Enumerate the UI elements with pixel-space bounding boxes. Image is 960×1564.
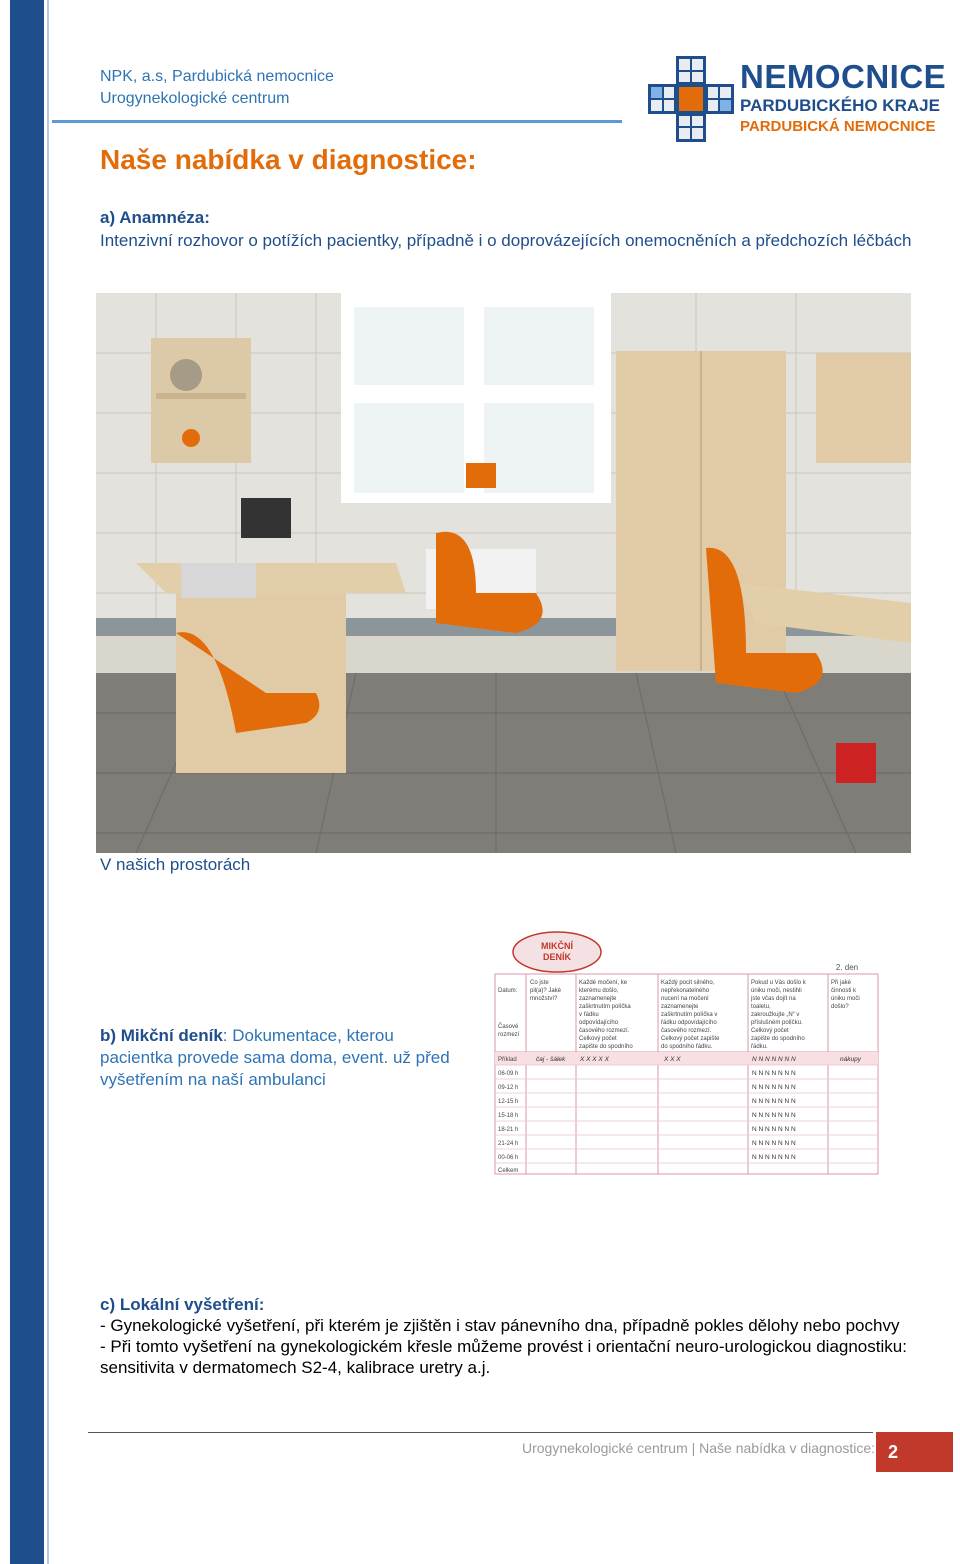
diary-column-text: Co jste pil(a)? Jaké množství?: [530, 980, 562, 1002]
diary-n-row: N N N N N N N: [752, 1070, 796, 1077]
cross-logo-icon: [648, 56, 734, 142]
diary-day: 2. den: [835, 963, 859, 972]
page-number-box: [876, 1432, 953, 1472]
diary-example-cell: X X X X X: [580, 1056, 609, 1063]
diary-example-cell: čaj - šálek: [536, 1056, 566, 1063]
section-c-line1: - Gynekologické vyšetření, při kterém je zjištěn i stav pánevního dna, případně pokles dělohy nebo pochvy: [100, 1316, 900, 1335]
clinic-room-photo: [96, 293, 911, 853]
diary-row-label: 21-24 h: [498, 1141, 519, 1147]
diary-badge-line1: MIKČNÍ: [541, 941, 573, 951]
diary-example-cell: X X X: [664, 1056, 681, 1063]
diary-row-label: 18-21 h: [498, 1127, 519, 1133]
header-organization: [100, 66, 334, 110]
page-number: 2: [888, 1442, 899, 1462]
diary-column-text: Každé močení, ke kterému došlo, zaznamenejte zaškrtnutím políčka v řádku odpovídajícího časového rozmezí. Celkový počet zapište do spodního: [579, 980, 633, 1050]
section-a-title: [100, 208, 210, 228]
diary-row-label: Časové: [498, 1024, 519, 1030]
section-a-label: a): [100, 208, 116, 227]
logo-text-kraj: PARDUBICKÉHO KRAJE: [740, 96, 940, 115]
diary-row-label: Celkem: [498, 1168, 519, 1174]
diary-n-row: N N N N N N N: [752, 1140, 796, 1147]
diary-row-label: 00-06 h: [498, 1155, 519, 1161]
voiding-diary-image: [492, 928, 882, 1178]
diary-row-label: 09-12 h: [498, 1085, 519, 1091]
diary-column-text: Pokud u Vás došlo k úniku moči, nestihli jste včas dojít na toaletu, zakroužkujte „N“ v příslušném políčku. Celkový počet zapište do spodního řádku.: [751, 980, 806, 1050]
footer-divider: [88, 1432, 873, 1433]
header-org-line1: NPK, a.s, Pardubická nemocnice: [100, 68, 334, 85]
logo-text-pardubicka: PARDUBICKÁ NEMOCNICE: [740, 118, 936, 135]
section-b-text: : Dokumentace, kterou pacientka provede sama doma, event. už před vyšetřením na naší ambulanci: [100, 1026, 450, 1089]
left-accent-bar: [10, 0, 44, 1564]
section-a-text: Intenzivní rozhovor o potížích pacientky, případně i o doprovázejících onemocněních a předchozích léčbách: [100, 231, 912, 250]
diary-row-label: 12-15 h: [498, 1099, 519, 1105]
logo-text-nemocnice: NEMOCNICE: [740, 58, 947, 95]
diary-row-label: 06-09 h: [498, 1071, 519, 1077]
header-org-line2: Urogynekologické centrum: [100, 90, 290, 107]
section-b: [100, 1025, 460, 1091]
diary-example-cell: N N N N N N N: [752, 1056, 796, 1063]
left-accent-line: [47, 0, 49, 1564]
diary-n-row: N N N N N N N: [752, 1112, 796, 1119]
diary-row-label: Příklad: [498, 1057, 517, 1063]
section-c-line2: - Při tomto vyšetření na gynekologickém křesle můžeme provést i orientační neuro-urologickou diagnostiku: sensitivita v dermatomech S2-4, kalibrace uretry a.j.: [100, 1337, 907, 1377]
hospital-logo: [648, 56, 960, 142]
diary-column-text: Při jaké činnosti k úniku moči došlo?: [831, 980, 860, 1010]
diary-row-label: Datum:: [498, 988, 518, 994]
diary-row-label: rozmezí: [498, 1032, 520, 1038]
photo-caption: V našich prostorách: [100, 855, 251, 874]
diary-n-row: N N N N N N N: [752, 1084, 796, 1091]
diary-n-row: N N N N N N N: [752, 1098, 796, 1105]
diary-example-cell: nákupy: [840, 1056, 861, 1063]
footer-text: Urogynekologické centrum | Naše nabídka v diagnostice:: [522, 1440, 876, 1456]
section-b-label: b) Mikční deník: [100, 1026, 223, 1045]
diary-badge-line2: DENÍK: [542, 952, 572, 962]
page-heading: Naše nabídka v diagnostice:: [100, 144, 477, 175]
diary-n-row: N N N N N N N: [752, 1154, 796, 1161]
diary-column-text: Každý pocit silného, nepřekonatelného nucení na močení zaznamenejte zaškrtnutím políčka v řádku odpovídajícího časového rozmezí. Celkový počet zapište do spodního řádku.: [661, 980, 720, 1050]
diary-row-label: 15-18 h: [498, 1113, 519, 1119]
header-divider: [52, 120, 622, 123]
section-c-title: c) Lokální vyšetření:: [100, 1295, 265, 1314]
section-c: [100, 1294, 940, 1378]
section-a-heading: Anamnéza:: [119, 208, 210, 227]
diary-n-row: N N N N N N N: [752, 1126, 796, 1133]
